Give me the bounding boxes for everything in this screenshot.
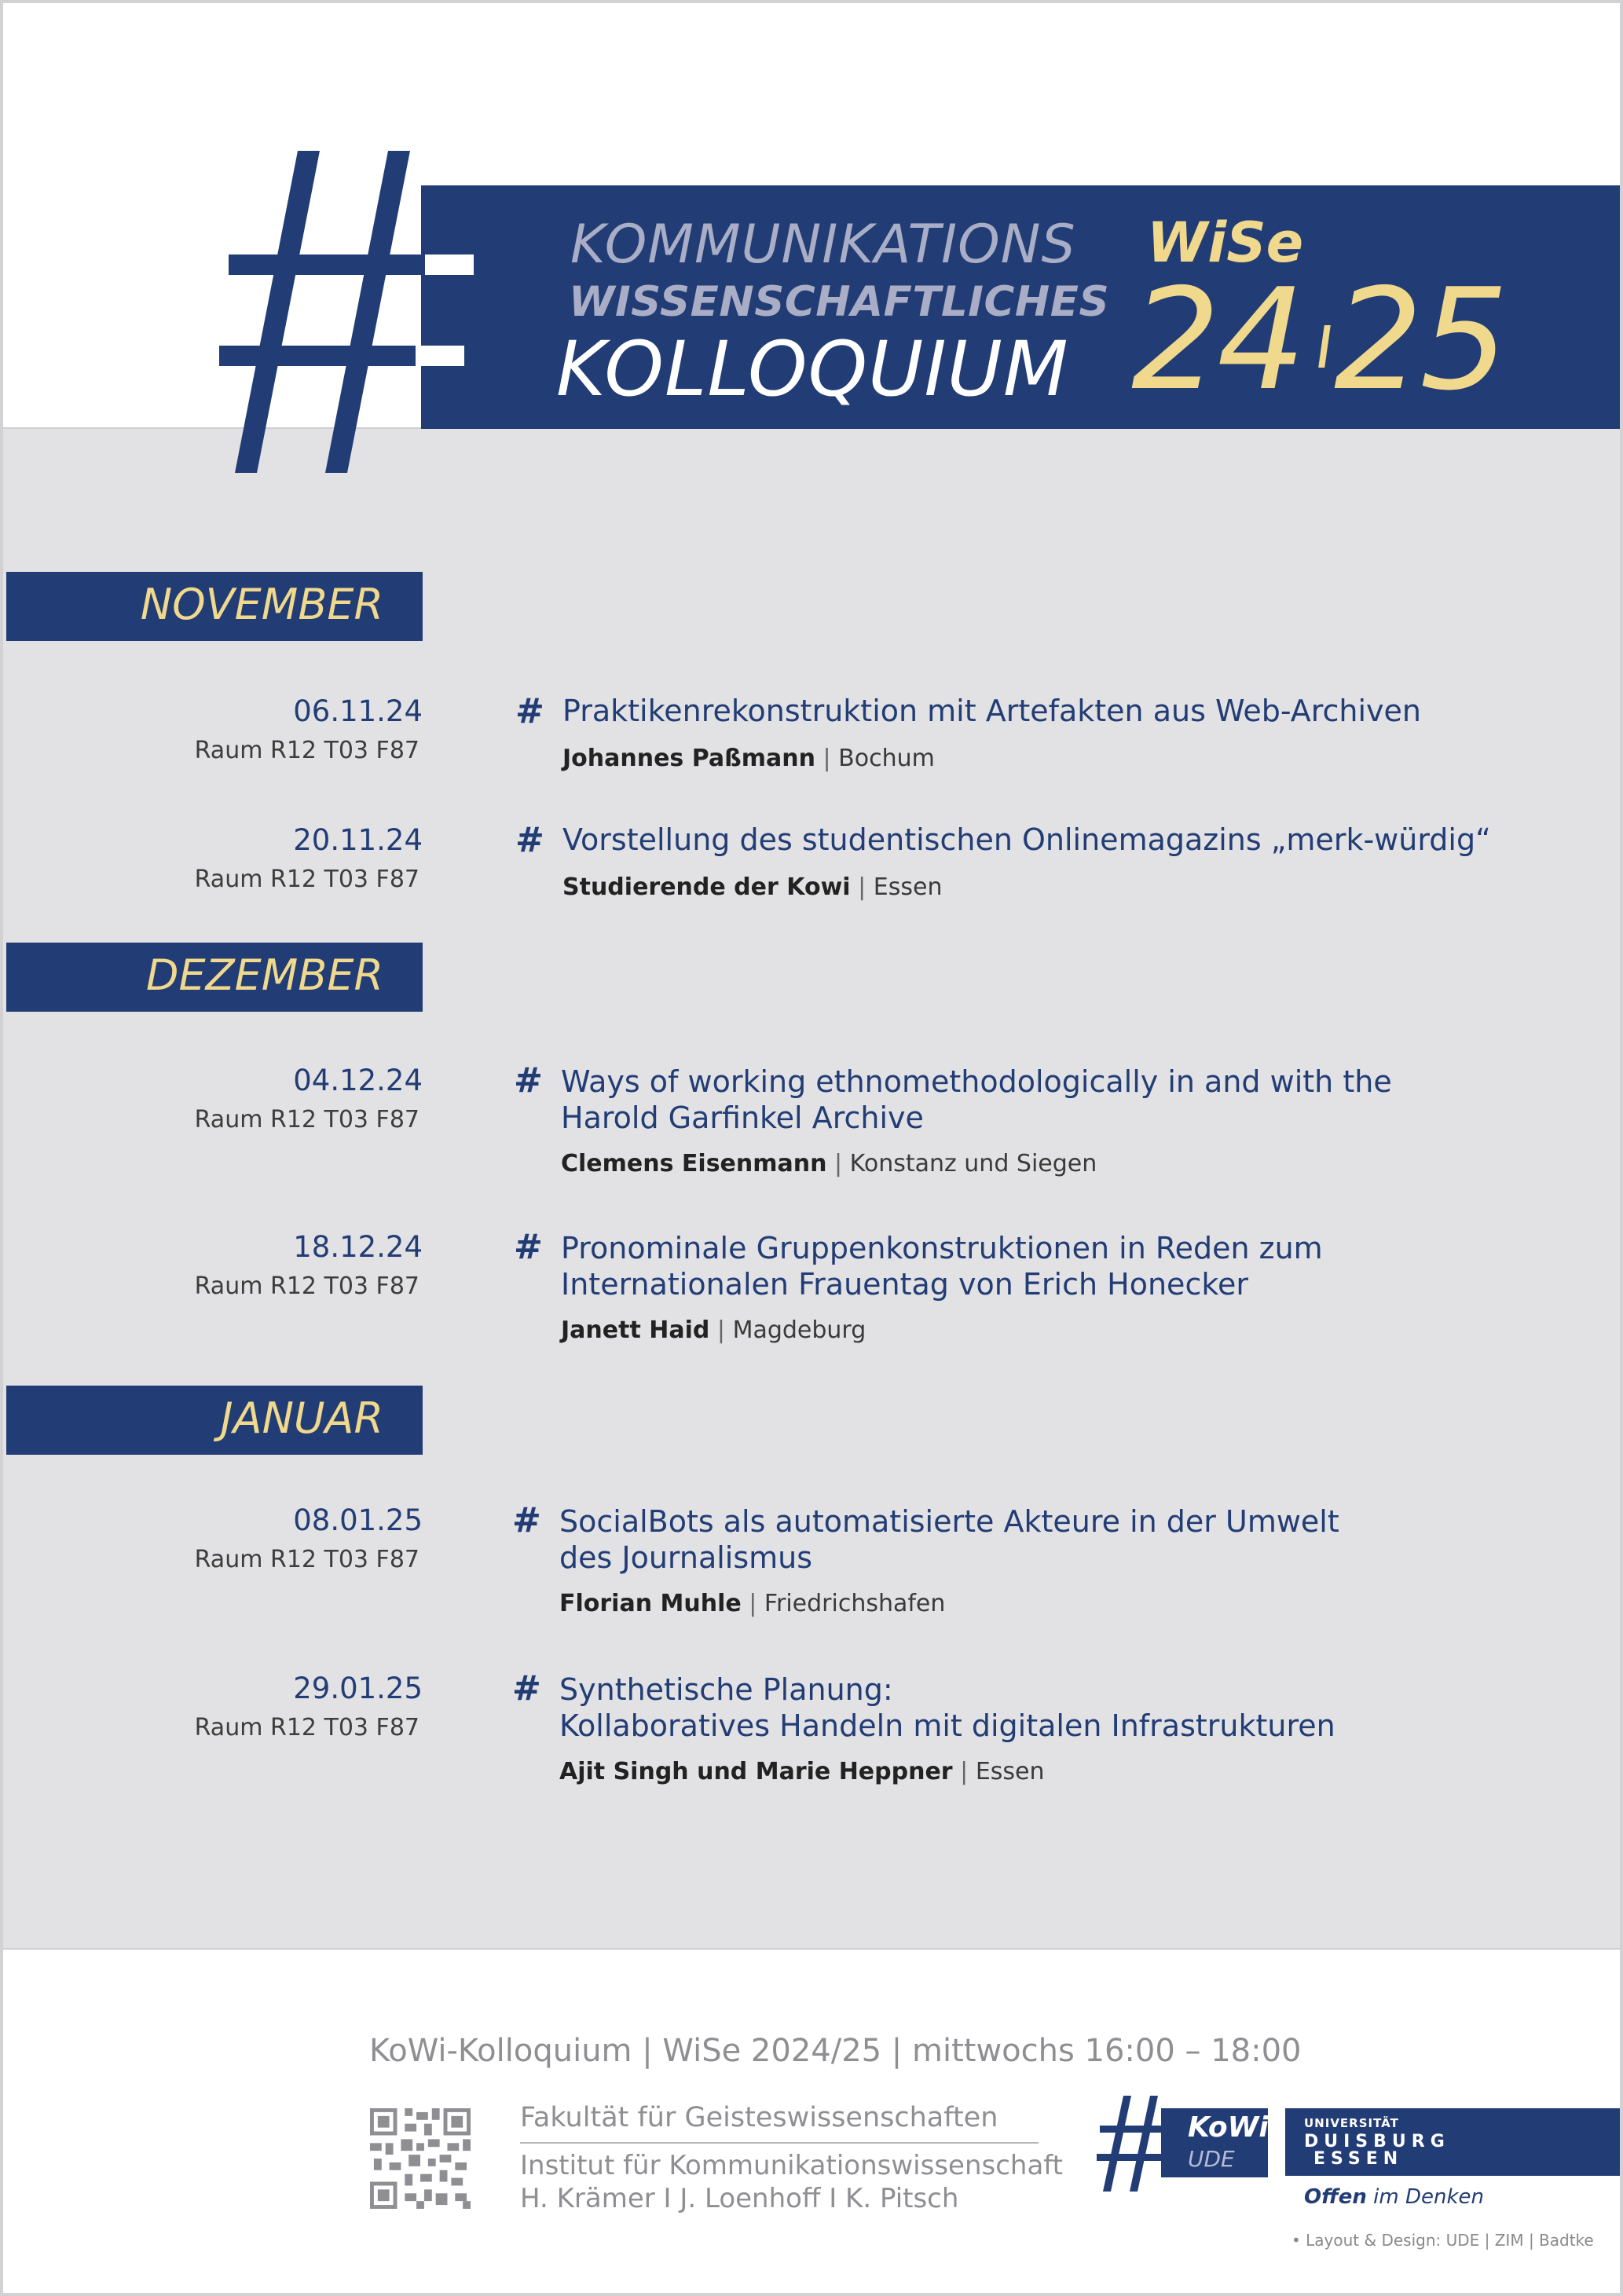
event-date: 04.12.24 — [293, 1064, 423, 1097]
design-credit: • Layout & Design: UDE | ZIM | Badtke — [1291, 2231, 1594, 2250]
event-title: Synthetische Planung: Kollaboratives Handeln mit digitalen Infrastrukturen — [559, 1672, 1335, 1743]
event-date: 29.01.25 — [293, 1672, 423, 1705]
event-speaker: Studierende der Kowi | Essen — [562, 873, 943, 901]
event-title: Ways of working ethnomethodologically in and with the Harold Garfinkel Archive — [561, 1064, 1392, 1135]
hash-icon: # — [514, 1060, 543, 1100]
qr-code-icon — [369, 2108, 471, 2209]
event-room: Raum R12 T03 F87 — [194, 1546, 419, 1573]
event-date: 18.12.24 — [293, 1230, 423, 1264]
hash-icon: # — [514, 1227, 543, 1267]
event-title: Pronominale Gruppenkonstruktionen in Reden zum Internationalen Frauentag von Erich Honecker — [561, 1231, 1323, 1302]
month-label: JANUAR — [220, 1393, 383, 1443]
event-room: Raum R12 T03 F87 — [194, 1106, 419, 1133]
month-label: NOVEMBER — [140, 580, 383, 629]
event-room: Raum R12 T03 F87 — [194, 1714, 419, 1741]
title-kolloquium: KOLLOQUIUM — [556, 325, 1069, 413]
month-bar-dezember — [6, 943, 423, 1012]
event-speaker: Johannes Paßmann | Bochum — [562, 745, 935, 772]
event-room: Raum R12 T03 F87 — [194, 737, 419, 764]
event-date: 08.01.25 — [293, 1503, 423, 1537]
university-label: UNIVERSITÄT — [1304, 2116, 1399, 2130]
title-wissenschaftliches: WISSENSCHAFTLICHES — [569, 278, 1110, 326]
event-room: Raum R12 T03 F87 — [194, 866, 419, 893]
title-kommunikations: KOMMUNIKATIONS — [570, 214, 1076, 276]
faculty-name: Fakultät für Geisteswissenschaften — [520, 2102, 998, 2133]
event-room: Raum R12 T03 F87 — [194, 1273, 419, 1300]
institute-info: Institut für Kommunikationswissenschaft H. Krämer I J. Loenhoff I K. Pitsch — [520, 2150, 1063, 2214]
university-name: DUISBURG ESSEN — [1304, 2132, 1450, 2169]
event-speaker: Ajit Singh und Marie Heppner | Essen — [559, 1758, 1045, 1785]
semester-label: WiSe — [1147, 211, 1304, 275]
hash-icon: # — [512, 1500, 541, 1540]
event-date: 06.11.24 — [293, 694, 423, 728]
kowi-logo-text: KoWi — [1188, 2111, 1269, 2144]
month-bar-januar — [6, 1386, 423, 1455]
year-end: 25 — [1334, 258, 1506, 421]
year-start: 24 — [1131, 258, 1303, 421]
footer-summary: KoWi-Kolloquium | WiSe 2024/25 | mittwochs 16:00 – 18:00 — [369, 2033, 1302, 2069]
ude-logo-text: UDE — [1188, 2146, 1235, 2172]
event-speaker: Florian Muhle | Friedrichshafen — [559, 1590, 946, 1617]
hash-icon: # — [515, 691, 544, 731]
month-label: DEZEMBER — [145, 950, 383, 1000]
event-title: SocialBots als automatisierte Akteure in der Umwelt des Journalismus — [559, 1504, 1339, 1575]
event-speaker: Clemens Eisenmann | Konstanz und Siegen — [561, 1150, 1097, 1177]
university-slogan: Offen im Denken — [1304, 2185, 1485, 2209]
event-title: Vorstellung des studentischen Onlinemagazins „merk-würdig“ — [562, 822, 1491, 857]
hash-icon: # — [515, 820, 544, 860]
footer-divider — [520, 2142, 1039, 2144]
hash-icon: # — [512, 1668, 541, 1708]
month-bar-november — [6, 572, 423, 641]
event-title: Praktikenrekonstruktion mit Artefakten aus Web-Archiven — [562, 694, 1421, 728]
event-speaker: Janett Haid | Magdeburg — [561, 1316, 866, 1344]
event-date: 20.11.24 — [293, 823, 423, 857]
hash-logo-icon — [211, 151, 502, 474]
